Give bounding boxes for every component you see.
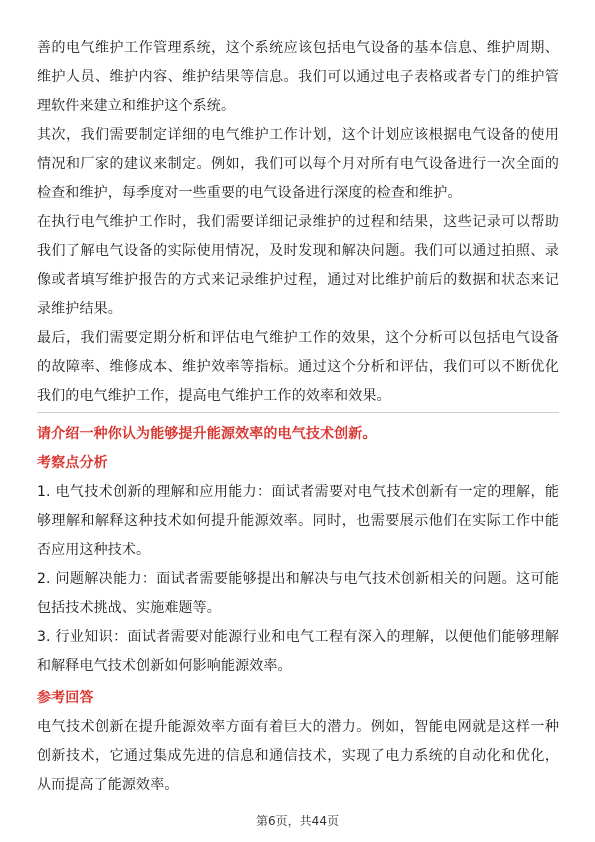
intro-paragraph-2: 其次，我们需要制定详细的电气维护工作计划，这个计划应该根据电气设备的使用情况和厂家的建议来制定。例如，我们可以每个月对所有电气设备进行一次全面的检查和维护，每季度对一些重要的电气设备进行深度的检查和维护。 [37,127,559,201]
analysis-heading: 考察点分析 [37,455,108,471]
question-title: 请介绍一种你认为能够提升能源效率的电气技术创新。 [37,426,377,442]
analysis-item-1: 1. 电气技术创新的理解和应用能力：面试者需要对电气技术创新有一定的理解，能够理解和解释这种技术如何提升能源效率。同时，也需要展示他们在实际工作中能否应用这种技术。 [37,484,559,558]
intro-paragraph-4: 最后，我们需要定期分析和评估电气维护工作的效果，这个分析可以包括电气设备的故障率、维修成本、维护效率等指标。通过这个分析和评估，我们可以不断优化我们的电气维护工作，提高电气维护工作的效率和效果。 [37,330,559,404]
section-divider [37,412,559,413]
intro-paragraph-1: 善的电气维护工作管理系统，这个系统应该包括电气设备的基本信息、维护周期、维护人员、维护内容、维护结果等信息。我们可以通过电子表格或者专门的维护管理软件来建立和维护这个系统。 [37,40,559,114]
analysis-item-2: 2. 问题解决能力：面试者需要能够提出和解决与电气技术创新相关的问题。这可能包括技术挑战、实施难题等。 [37,571,559,616]
analysis-item-3: 3. 行业知识：面试者需要对能源行业和电气工程有深入的理解，以便他们能够理解和解释电气技术创新如何影响能源效率。 [37,629,559,674]
intro-paragraph-3: 在执行电气维护工作时，我们需要详细记录维护的过程和结果，这些记录可以帮助我们了解电气设备的实际使用情况，及时发现和解决问题。我们可以通过拍照、录像或者填写维护报告的方式来记录维护过程，通过对比维护前后的数据和状态来记录维护结果。 [37,214,559,317]
intro-section [37,34,559,411]
reference-heading: 参考回答 [37,690,94,706]
reference-answer: 电气技术创新在提升能源效率方面有着巨大的潜力。例如，智能电网就是这样一种创新技术，它通过集成先进的信息和通信技术，实现了电力系统的自动化和优化，从而提高了能源效率。 [37,719,559,793]
question-section [37,420,559,800]
page-number: 第6页，共44页 [256,814,339,828]
